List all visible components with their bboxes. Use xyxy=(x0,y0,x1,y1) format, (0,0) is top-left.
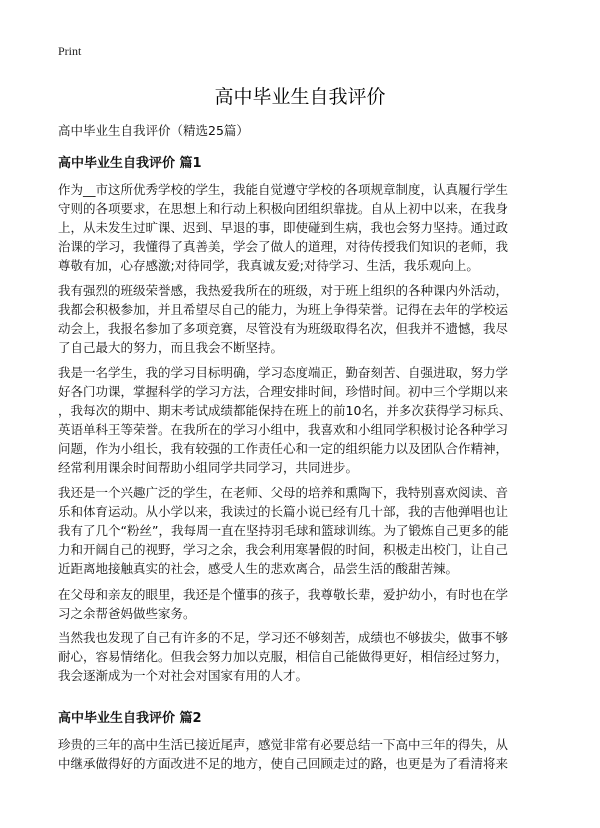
text-line: ，我每次的期中、期末考试成绩都能保持在班上的前10名，并多次获得学习标兵、 xyxy=(58,403,512,418)
text-line: 乐和体育运动。从小学以来，我读过的长篇小说已经有几十部，我的吉他弹唱也让 xyxy=(58,504,509,519)
subtitle: 高中毕业生自我评价（精选25篇） xyxy=(58,123,249,138)
page-title: 高中毕业生自我评价 xyxy=(214,86,386,108)
paragraph xyxy=(58,585,546,623)
text-line: 耐心，容易情绪化。但我会努力加以克服，相信自己能做得更好，相信经过努力， xyxy=(58,649,509,664)
paragraph xyxy=(58,735,546,773)
text-line: 守则的各项要求，在思想上和行动上积极向团组织靠拢。自从上初中以来，在我身 xyxy=(58,201,509,216)
text-line: 我还是一个兴趣广泛的学生，在老师、父母的培养和熏陶下，我特别喜欢阅读、音 xyxy=(58,485,509,500)
paragraph xyxy=(58,483,546,578)
text-line: 经常利用课余时间帮助小组同学共同学习，共同进步。 xyxy=(58,460,359,475)
text-line: 当然我也发现了自己有许多的不足，学习还不够刻苦，成绩也不够拔尖，做事不够 xyxy=(58,630,509,645)
text-line: 习之余帮爸妈做些家务。 xyxy=(58,606,196,621)
text-line: 问题，作为小组长，我有较强的工作责任心和一定的组织能力以及团队合作精神， xyxy=(58,441,509,456)
text-line: 尊敬有加，心存感激;对待同学，我真诚友爱;对待学习、生活，我乐观向上。 xyxy=(58,258,479,273)
text-line: 我都会积极参加，并且希望尽自己的能力，为班上争得荣誉。记得在去年的学校运 xyxy=(58,302,509,317)
text-line: 近距离地接触真实的社会，感受人生的悲欢离合，品尝生活的酸甜苦辣。 xyxy=(58,561,459,576)
paragraph xyxy=(58,281,546,357)
section-heading-1: 高中毕业生自我评价 篇1 xyxy=(58,156,202,171)
text-line: 珍贵的三年的高中生活已接近尾声，感觉非常有必要总结一下高中三年的得失，从 xyxy=(58,737,509,752)
text-line: 在父母和亲友的眼里，我还是个懂事的孩子，我尊敬长辈，爱护幼小，有时也在学 xyxy=(58,587,509,602)
text-line: 动会上，我报名参加了多项竞赛，尽管没有为班级取得名次，但我并不遗憾，我尽 xyxy=(58,321,509,336)
text-line: 上，从未发生过旷课、迟到、早退的事，即使碰到生病，我也会努力坚持。通过政 xyxy=(58,220,509,235)
text-line: 作为__市这所优秀学校的学生，我能自觉遵守学校的各项规章制度，认真履行学生 xyxy=(58,182,509,197)
text-line: 中继承做得好的方面改进不足的地方，使自己回顾走过的路，也更是为了看清将来 xyxy=(58,756,509,771)
text-line: 治课的学习，我懂得了真善美，学会了做人的道理，对待传授我们知识的老师，我 xyxy=(58,239,509,254)
text-line: 力和开阔自己的视野，学习之余，我会利用寒暑假的时间，积极走出校门，让自己 xyxy=(58,542,509,557)
text-line: 好各门功课，掌握科学的学习方法，合理安排时间，珍惜时间。初中三个学期以来 xyxy=(58,384,509,399)
text-line: 了自己最大的努力，而且我会不断坚持。 xyxy=(58,340,284,355)
text-line: 我是一名学生，我的学习目标明确，学习态度端正，勤奋刻苦、自强进取，努力学 xyxy=(58,365,509,380)
section-heading-2: 高中毕业生自我评价 篇2 xyxy=(58,711,202,726)
text-line: 英语单科王等荣誉。在我所在的学习小组中，我喜欢和小组同学积极讨论各种学习 xyxy=(58,422,509,437)
print-link[interactable]: Print xyxy=(58,44,82,58)
paragraph xyxy=(58,628,546,685)
text-line: 我有了几个“粉丝”，我每周一直在坚持羽毛球和篮球训练。为了锻炼自己更多的能 xyxy=(58,523,509,538)
text-line: 我会逐渐成为一个对社会对国家有用的人才。 xyxy=(58,668,309,683)
paragraph xyxy=(58,180,546,275)
text-line: 我有强烈的班级荣誉感，我热爱我所在的班级，对于班上组织的各种课内外活动， xyxy=(58,283,509,298)
paragraph xyxy=(58,363,546,477)
